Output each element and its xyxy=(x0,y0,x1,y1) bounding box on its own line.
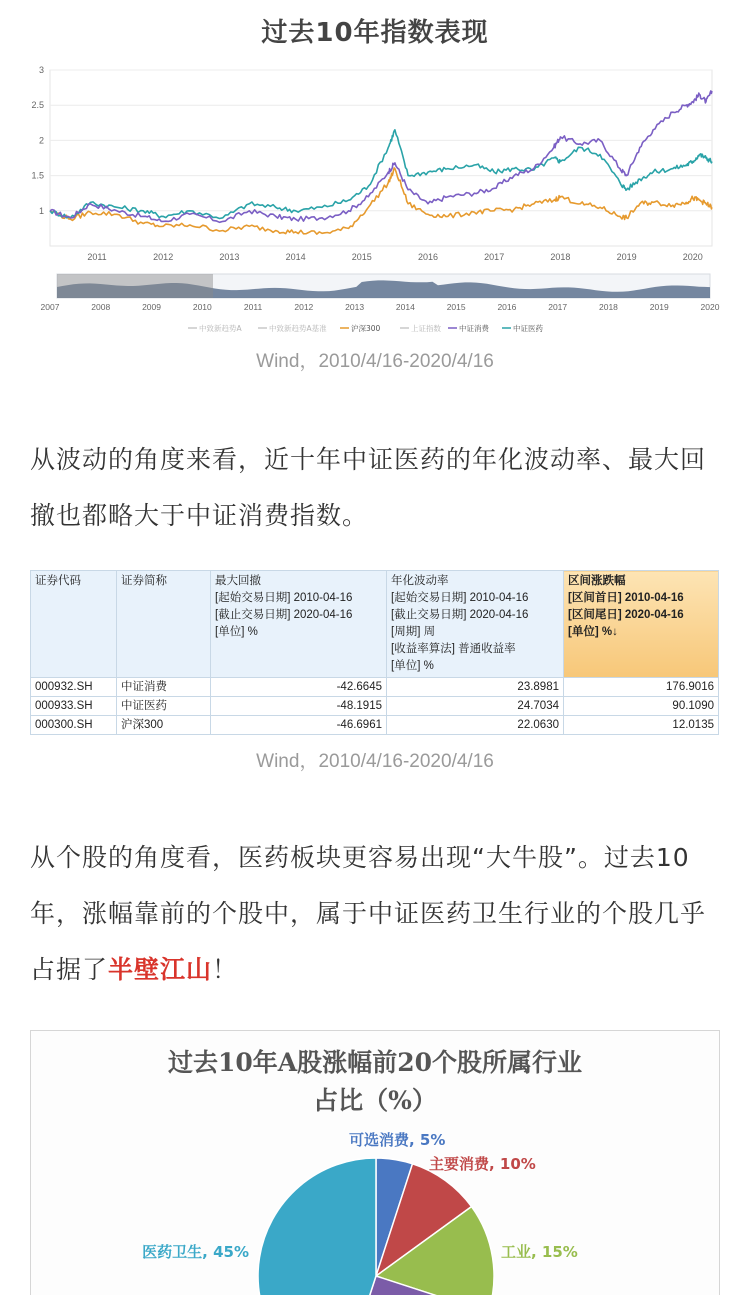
table-cell: 000300.SH xyxy=(31,716,117,735)
paragraph-volatility: 从波动的角度来看，近十年中证医药的年化波动率、最大回撤也都略大于中证消费指数。 xyxy=(30,445,707,530)
x-tick-label: 2014 xyxy=(285,252,306,262)
navigator-tick-label: 2015 xyxy=(446,302,466,312)
table-cell: 23.8981 xyxy=(387,678,564,697)
y-tick-label: 1 xyxy=(38,205,44,216)
table-cell: 中证医药 xyxy=(117,697,211,716)
table-cell: 176.9016 xyxy=(564,678,719,697)
table-row xyxy=(31,697,719,716)
paragraph-text: 从个股的角度看，医药板块更容易出现“大牛股”。过去10年，涨幅靠前的个股中，属于中证医药卫生行业的个股几乎占据了 xyxy=(30,843,707,984)
x-tick-label: 2013 xyxy=(219,252,240,262)
navigator-tick-label: 2010 xyxy=(192,302,212,312)
legend-item[interactable]: 沪深300 xyxy=(351,324,381,333)
pie-label: 医药卫生, 45% xyxy=(142,1243,249,1261)
index-performance-line-chart xyxy=(30,58,720,340)
table-cell: 000932.SH xyxy=(31,678,117,697)
x-tick-label: 2016 xyxy=(417,252,439,262)
source-caption-1: Wind，2010/4/16-2020/4/16 xyxy=(256,351,494,372)
navigator-mask[interactable] xyxy=(57,274,213,298)
header-line: [单位] % xyxy=(391,660,434,672)
pie-title: 过去10年A股涨幅前20个股所属行业 xyxy=(168,1048,582,1077)
header-line: [周期] 周 xyxy=(391,626,436,638)
header-line: 年化波动率 xyxy=(391,575,449,587)
table-cell: -42.6645 xyxy=(211,678,387,697)
y-tick-label: 1.5 xyxy=(31,170,44,181)
header-line: [截止交易日期] 2020-04-16 xyxy=(391,609,529,621)
table-body xyxy=(31,678,719,735)
table-header-cell xyxy=(211,571,387,678)
legend-item[interactable]: 上证指数 xyxy=(411,324,441,333)
table-cell: 沪深300 xyxy=(117,716,211,735)
header-line: [区间首日] 2010-04-16 xyxy=(568,592,684,604)
navigator-tick-label: 2012 xyxy=(294,302,314,312)
y-tick-label: 3 xyxy=(38,65,44,75)
table-header-cell xyxy=(31,571,117,678)
legend-item[interactable]: 中致新趋势A基准 xyxy=(269,324,327,333)
table-row xyxy=(31,678,719,697)
paragraph-big-bull-stocks xyxy=(30,830,730,998)
x-tick-label: 2015 xyxy=(351,252,372,262)
header-line: [区间尾日] 2020-04-16 xyxy=(568,609,684,621)
table-header-cell xyxy=(387,571,564,678)
header-line: [收益率算法] 普通收益率 xyxy=(391,643,516,655)
navigator-tick-label: 2011 xyxy=(243,302,263,312)
table-cell: -48.1915 xyxy=(211,697,387,716)
header-line: 最大回撤 xyxy=(215,575,261,587)
x-tick-label: 2019 xyxy=(616,252,637,262)
industry-pie-card xyxy=(30,1030,720,1295)
navigator-tick-label: 2016 xyxy=(497,302,517,312)
legend-item[interactable]: 中证医药 xyxy=(513,324,543,333)
header-line: 证券代码 xyxy=(35,575,81,587)
navigator-tick-label: 2014 xyxy=(395,302,415,312)
table-header-cell xyxy=(117,571,211,678)
source-caption-2: Wind，2010/4/16-2020/4/16 xyxy=(256,751,494,772)
x-tick-label: 2020 xyxy=(682,252,703,262)
navigator-tick-label: 2008 xyxy=(91,302,111,312)
navigator-tick-label: 2007 xyxy=(40,302,60,312)
pie-label: 可选消费, 5% xyxy=(349,1131,446,1149)
table-cell: 中证消费 xyxy=(117,678,211,697)
pie-label: 工业, 15% xyxy=(501,1243,578,1261)
navigator-tick-label: 2018 xyxy=(599,302,618,312)
pie-slice xyxy=(258,1158,376,1295)
header-line: [单位] % xyxy=(215,626,258,638)
y-tick-label: 2.5 xyxy=(31,100,44,111)
header-line: 区间涨跌幅 xyxy=(568,575,626,587)
y-tick-label: 2 xyxy=(38,135,44,146)
header-line: [起始交易日期] 2010-04-16 xyxy=(215,592,353,604)
table-cell: 22.0630 xyxy=(387,716,564,735)
header-line: [单位] %↓ xyxy=(568,626,618,638)
paragraph-suffix: ！ xyxy=(212,955,239,984)
x-tick-label: 2012 xyxy=(153,252,174,262)
navigator-tick-label: 2020 xyxy=(700,302,720,312)
header-line: [截止交易日期] 2020-04-16 xyxy=(215,609,353,621)
section-title: 过去10年指数表现 xyxy=(261,18,489,48)
table-header-cell xyxy=(564,571,719,678)
pie-subtitle: 占比（%） xyxy=(313,1086,437,1115)
highlight-text: 半壁江山 xyxy=(108,955,213,984)
header-line: 证券简称 xyxy=(121,575,167,587)
navigator-tick-label: 2017 xyxy=(548,302,568,312)
table-cell: -46.6961 xyxy=(211,716,387,735)
navigator-tick-label: 2009 xyxy=(142,302,161,312)
legend-item[interactable]: 中致新趋势A xyxy=(199,324,242,333)
table-cell: 90.1090 xyxy=(564,697,719,716)
x-tick-label: 2011 xyxy=(87,252,107,262)
table-cell: 12.0135 xyxy=(564,716,719,735)
x-tick-label: 2018 xyxy=(550,252,571,262)
header-line: [起始交易日期] 2010-04-16 xyxy=(391,592,529,604)
pie-label: 主要消费, 10% xyxy=(429,1155,536,1173)
stats-table xyxy=(30,570,719,735)
x-tick-label: 2017 xyxy=(484,252,505,262)
table-cell: 24.7034 xyxy=(387,697,564,716)
table-row xyxy=(31,716,719,735)
table-header-row xyxy=(31,571,719,678)
navigator-tick-label: 2013 xyxy=(345,302,365,312)
legend-item[interactable]: 中证消费 xyxy=(459,324,489,333)
table-cell: 000933.SH xyxy=(31,697,117,716)
navigator-tick-label: 2019 xyxy=(649,302,669,312)
stats-table-container xyxy=(30,570,718,738)
